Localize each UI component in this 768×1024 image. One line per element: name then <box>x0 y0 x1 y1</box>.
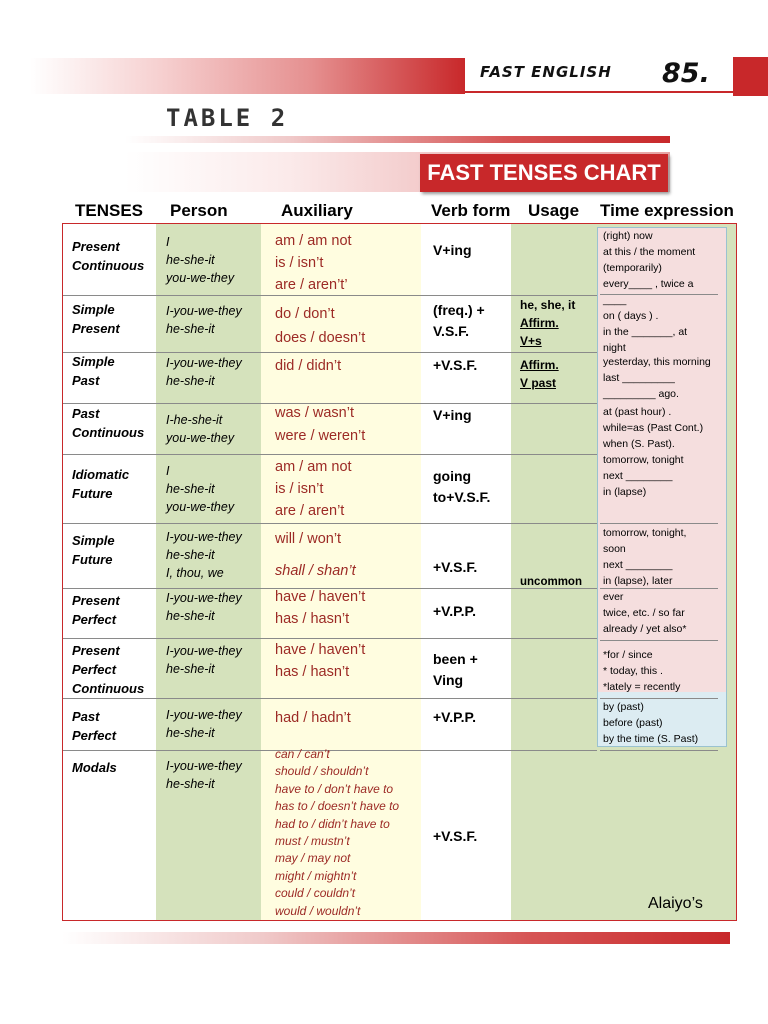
person-cell: I he-she-it you-we-they <box>166 235 235 285</box>
col-heading-usage: Usage <box>528 201 580 220</box>
time-expression-group: at (past hour) . while=as (Past Cont.) when (S. Past). <box>603 406 704 450</box>
time-expression-group: *for / since * today, this . *lately = recently <box>603 649 681 693</box>
row-divider <box>63 523 597 524</box>
tense-name: Past Continuous <box>72 406 145 440</box>
usage-cell: he, she, it Affirm. V+s <box>520 298 576 348</box>
corner-red-block <box>733 57 768 96</box>
tense-name: Present Continuous <box>72 239 145 273</box>
time-expression-group: (right) now at this / the moment (temporarily) every____ , twice a ____ on ( days ) . in the _______, at night <box>603 230 696 354</box>
verb-form-cell: (freq.) + V.S.F. <box>433 302 485 339</box>
time-expression-group: ever twice, etc. / so far already / yet also* <box>603 591 687 635</box>
auxiliary-cell-shall: shall / shan’t <box>275 563 356 579</box>
verb-form-cell: +V.P.P. <box>433 603 476 619</box>
header-rule <box>465 91 733 93</box>
time-divider <box>600 640 718 641</box>
usage-cell: uncommon <box>520 576 582 588</box>
col-heading-time-expression: Time expression <box>600 201 734 220</box>
page-number: 85. <box>662 58 710 89</box>
verb-form-cell: V+ing <box>433 242 472 258</box>
tense-name: Simple Past <box>72 354 115 388</box>
person-cell: I-you-we-they he-she-it <box>166 356 242 388</box>
title-underline-bar <box>125 136 670 143</box>
auxiliary-cell: was / wasn’t were / weren’t <box>275 405 366 444</box>
row-divider <box>63 698 597 699</box>
brand-title: FAST ENGLISH <box>480 63 612 81</box>
verb-form-cell: been + Ving <box>433 651 478 688</box>
author-signature: Alaiyo’s <box>648 895 703 912</box>
auxiliary-cell: did / didn’t <box>275 358 342 374</box>
tense-name: Present Perfect <box>72 593 120 627</box>
verb-form-cell: +V.P.P. <box>433 709 476 725</box>
col-heading-verb-form: Verb form <box>431 201 511 220</box>
person-cell: I-you-we-they he-she-it <box>166 591 242 623</box>
usage-cell: Affirm. V past <box>520 358 559 390</box>
auxiliary-cell: am / am not is / isn’t are / aren’t’ <box>275 233 352 293</box>
person-cell: I-you-we-they he-she-it <box>166 644 242 676</box>
time-expression-group: by (past) before (past) by the time (S. Past) <box>603 701 699 745</box>
auxiliary-cell: am / am not is / isn’t are / aren’t <box>275 459 352 519</box>
time-expression-group: yesterday, this morning last _________ _________ ago. <box>603 356 711 400</box>
person-cell: I-you-we-they he-she-it <box>166 708 242 740</box>
verb-form-cell: V+ing <box>433 407 472 423</box>
tense-name: Modals <box>72 760 117 775</box>
time-divider <box>600 750 718 751</box>
tense-name: Idiomatic Future <box>72 467 130 501</box>
person-cell: I-you-we-they he-she-it <box>166 304 242 336</box>
time-expression-group: tomorrow, tonight next ________ in (lapse) <box>603 454 684 498</box>
verb-form-cell: +V.S.F. <box>433 559 478 575</box>
person-cell: I-you-we-they he-she-it <box>166 759 242 791</box>
tense-name: Simple Present <box>72 302 120 336</box>
table-label: TABLE 2 <box>166 104 289 132</box>
header-gradient-bar <box>30 58 465 94</box>
auxiliary-cell: had / hadn’t <box>275 710 351 726</box>
col-heading-person: Person <box>170 201 228 220</box>
time-divider <box>600 523 718 524</box>
verb-form-cell: +V.S.F. <box>433 357 478 373</box>
tense-name: Past Perfect <box>72 709 117 743</box>
tense-name: Simple Future <box>72 533 115 567</box>
time-expression-group: tomorrow, tonight, soon next ________ in (lapse), later <box>603 527 687 587</box>
verb-form-cell: going to+V.S.F. <box>433 468 491 505</box>
verb-form-cell: +V.S.F. <box>433 828 478 844</box>
auxiliary-cell: will / won’t <box>275 531 342 547</box>
col-heading-auxiliary: Auxiliary <box>281 201 353 220</box>
footer-gradient-bar <box>62 932 730 944</box>
auxiliary-cell: have / haven’t has / hasn’t <box>275 642 366 680</box>
auxiliary-cell-modals: can / can’t should / shouldn’t have to / don’t have to has to / doesn’t have to had to / didn’t have to must / mustn’t may / may not might / mightn’t could / couldn’t would / wouldn’t <box>275 747 400 918</box>
person-cell: I-he-she-it you-we-they <box>166 413 235 445</box>
chart-banner: FAST TENSES CHART <box>420 154 668 192</box>
person-cell: I-you-we-they he-she-it I, thou, we <box>166 530 242 580</box>
auxiliary-cell: do / don’t does / doesn’t <box>275 306 366 346</box>
tense-name: Present Perfect Continuous <box>72 643 145 696</box>
col-heading-tenses: TENSES <box>75 201 144 220</box>
row-divider <box>63 454 597 455</box>
auxiliary-cell: have / haven’t has / hasn’t <box>275 589 366 627</box>
person-cell: I he-she-it you-we-they <box>166 464 235 514</box>
